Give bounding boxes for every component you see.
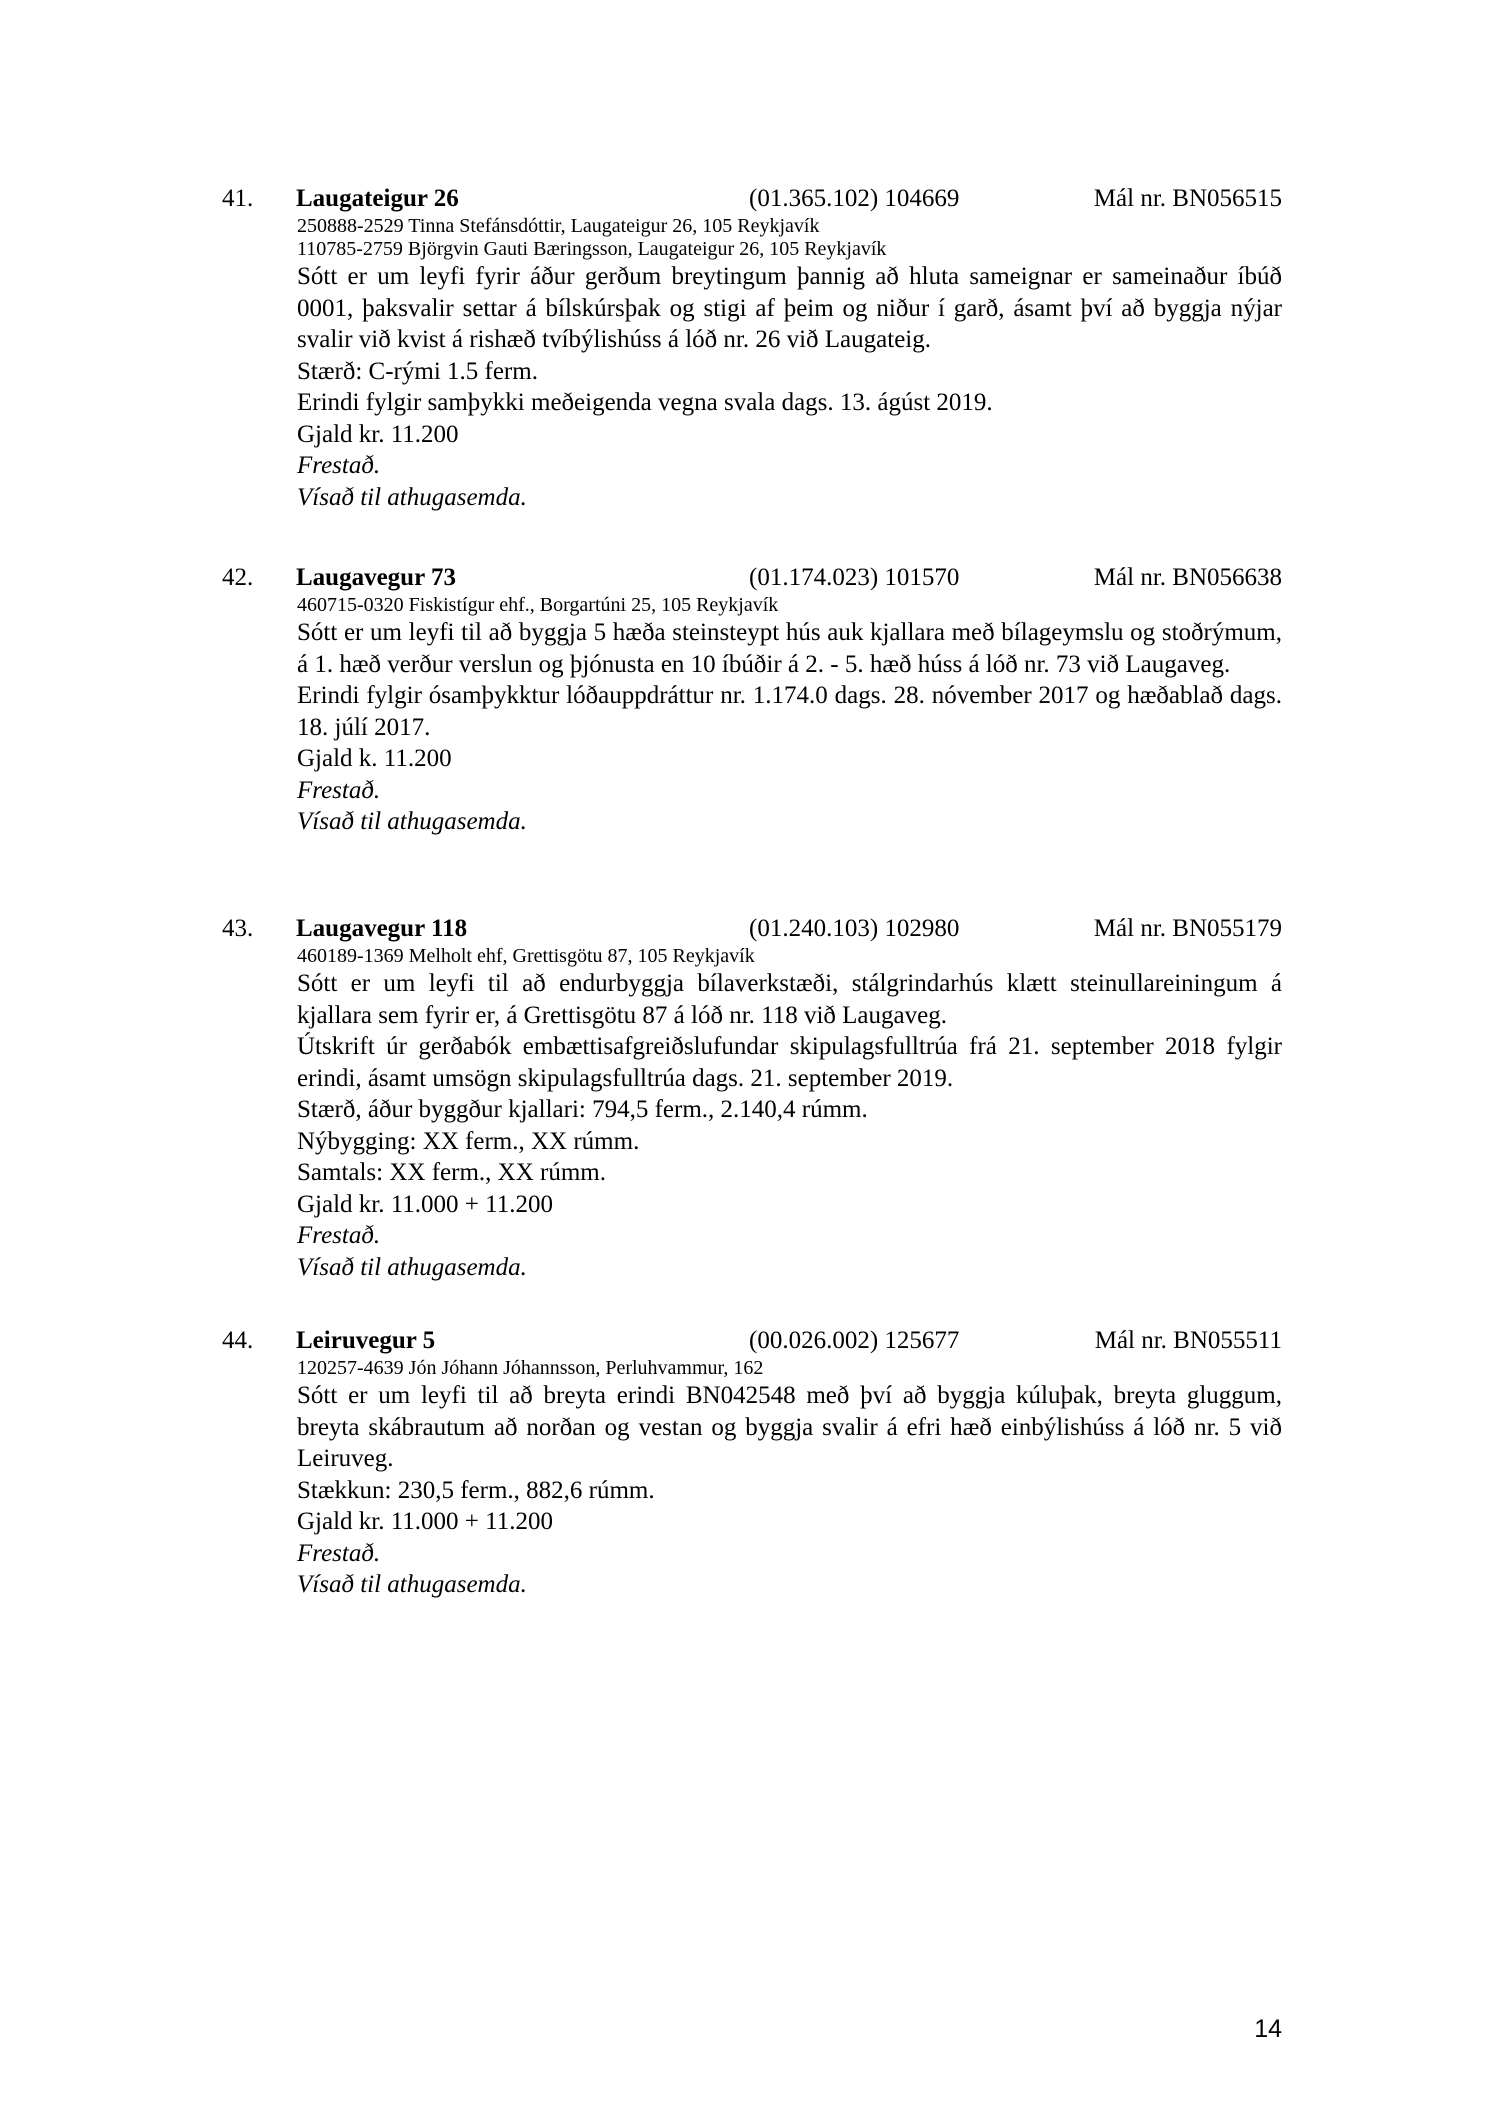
application-description: Sótt er um leyfi fyrir áður gerðum breytingum þannig að hluta sameignar er sameinaður íbúð 0001, þaksvalir settar á bílskúrsþak og stigi af þeim og niður í garð, ásamt því að byggja nýjar svalir við kvist á rishæð tvíbýlishúss á lóð nr. 26 við Laugateig. <box>297 263 1282 353</box>
entry-body <box>297 1357 1282 1601</box>
case-number: Mál nr. BN056515 <box>1093 185 1282 212</box>
entry-header <box>222 183 1282 215</box>
page-number: 14 <box>1254 2015 1282 2043</box>
property-reference: (01.174.023) 101570 <box>749 564 960 591</box>
owner-line: 460715-0320 Fiskistígur ehf., Borgartúni 25, 105 Reykjavík <box>297 594 779 616</box>
attachment-note: Erindi fylgir ósamþykktur lóðauppdráttur nr. 1.174.0 dags. 28. nóvember 2017 og hæðablað dags. 18. júlí 2017. <box>297 682 1282 741</box>
decision-line: Vísað til athugasemda. <box>297 808 527 835</box>
entry-header <box>222 1325 1282 1357</box>
decision-line: Frestað. <box>297 1539 381 1567</box>
fee-line: Gjald kr. 11.200 <box>297 420 459 448</box>
decision-line: Frestað. <box>297 776 381 804</box>
decision-line: Frestað. <box>297 1222 381 1249</box>
detail-line: Stærð, áður byggður kjallari: 794,5 ferm., 2.140,4 rúmm. <box>297 1096 868 1123</box>
entry-number: 42. <box>222 564 254 591</box>
detail-line: Stækkun: 230,5 ferm., 882,6 rúmm. <box>297 1476 655 1504</box>
property-reference: (01.365.102) 104669 <box>749 185 960 212</box>
detail-line: Samtals: XX ferm., XX rúmm. <box>297 1159 606 1186</box>
decision-line: Vísað til athugasemda. <box>297 483 527 511</box>
fee-line: Gjald k. 11.200 <box>297 745 452 772</box>
application-description: Sótt er um leyfi til að breyta erindi BN042548 með því að byggja kúluþak, breyta gluggum, breyta skábrautum að norðan og vestan og byggja svalir á efri hæð einbýlishúss á lóð nr. 5 við Leiruveg. <box>297 1382 1282 1472</box>
entry-number: 44. <box>222 1327 254 1354</box>
property-address: Laugavegur 118 <box>296 915 468 942</box>
case-entry <box>222 183 1282 513</box>
entry-header <box>222 562 1282 594</box>
property-address: Leiruvegur 5 <box>296 1327 436 1354</box>
fee-line: Gjald kr. 11.000 + 11.200 <box>297 1508 553 1535</box>
decision-line: Vísað til athugasemda. <box>297 1253 527 1281</box>
property-reference: (00.026.002) 125677 <box>749 1327 960 1354</box>
application-description: Sótt er um leyfi til að byggja 5 hæða steinsteypt hús auk kjallara með bílageymslu og stoðrýmum, á 1. hæð verður verslun og þjónusta en 10 íbúðir á 2. - 5. hæð húss á lóð nr. 73 við Laugaveg. <box>297 619 1282 678</box>
decision-line: Vísað til athugasemda. <box>297 1571 527 1598</box>
property-address: Laugateigur 26 <box>296 185 459 212</box>
detail-line: Nýbygging: XX ferm., XX rúmm. <box>297 1127 640 1155</box>
owner-line: 110785-2759 Björgvin Gauti Bæringsson, Laugateigur 26, 105 Reykjavík <box>297 238 887 260</box>
entry-body <box>297 594 1282 838</box>
attachment-note: Útskrift úr gerðabók embættisafgreiðslufundar skipulagsfulltrúa frá 21. september 2018 fylgir erindi, ásamt umsögn skipulagsfulltrúa dags. 21. september 2019. <box>297 1033 1282 1092</box>
entry-body <box>297 215 1282 513</box>
entry-number: 41. <box>222 185 254 212</box>
case-number: Mál nr. BN056638 <box>1093 564 1282 591</box>
detail-line: Erindi fylgir samþykki meðeigenda vegna svala dags. 13. ágúst 2019. <box>297 389 993 416</box>
owner-line: 460189-1369 Melholt ehf, Grettisgötu 87, 105 Reykjavík <box>297 945 755 967</box>
case-entry <box>222 562 1282 838</box>
case-entry <box>222 1325 1282 1601</box>
case-number: Mál nr. BN055179 <box>1093 915 1282 942</box>
detail-line: Stærð: C-rými 1.5 ferm. <box>297 357 538 385</box>
case-entry <box>222 913 1282 1283</box>
owner-line: 250888-2529 Tinna Stefánsdóttir, Laugateigur 26, 105 Reykjavík <box>297 215 820 237</box>
application-description: Sótt er um leyfi til að endurbyggja bílaverkstæði, stálgrindarhús klætt steinullareiningum á kjallara sem fyrir er, á Grettisgötu 87 á lóð nr. 118 við Laugaveg. <box>297 970 1282 1029</box>
entry-number: 43. <box>222 915 254 942</box>
owner-line: 120257-4639 Jón Jóhann Jóhannsson, Perluhvammur, 162 <box>297 1357 764 1379</box>
fee-line: Gjald kr. 11.000 + 11.200 <box>297 1190 553 1218</box>
entry-header <box>222 913 1282 945</box>
case-number: Mál nr. BN055511 <box>1094 1327 1282 1354</box>
decision-line: Frestað. <box>297 452 381 479</box>
property-address: Laugavegur 73 <box>296 564 456 591</box>
entry-body <box>297 945 1282 1283</box>
property-reference: (01.240.103) 102980 <box>749 915 960 942</box>
